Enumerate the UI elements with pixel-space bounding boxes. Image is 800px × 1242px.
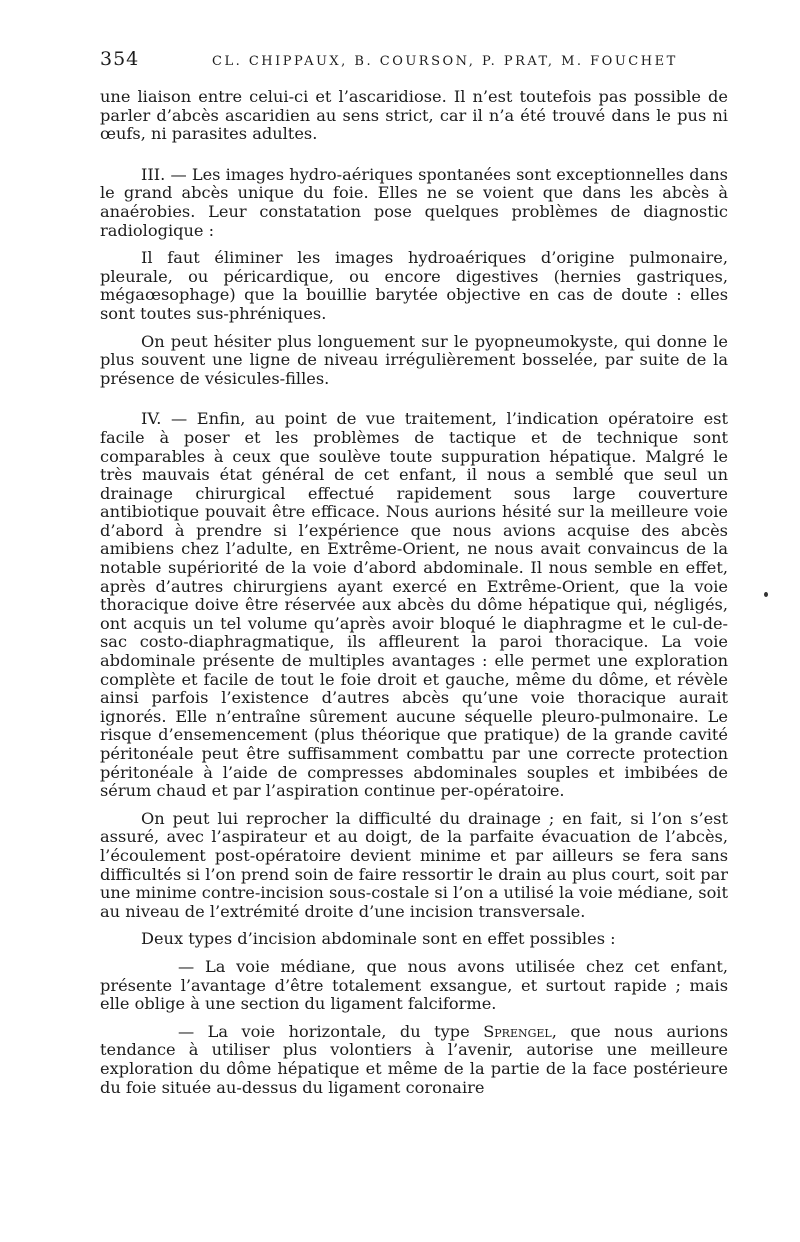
margin-speck — [764, 592, 768, 597]
list-item-horizontal — [100, 1023, 728, 1097]
paragraph-continuation: une liaison entre celui-ci et l’ascaridiose. Il n’est toutefois pas possible de parler d’abcès ascaridien au sens strict, car il n’a été trouvé dans le pus ni œufs, ni parasites adultes. — [100, 87, 728, 144]
list-item-horizontal-rest: , que nous aurions tendance à utiliser plus volontiers à l’avenir, autorise une meilleure exploration du dôme hépatique et même de la partie de la face postérieure du foie située au-dessus du ligament coronaire — [100, 1021, 728, 1097]
paragraph-drainage: On peut lui reprocher la difficulté du drainage ; en fait, si l’on s’est assuré, avec l’aspirateur et au doigt, de la parfaite évacuation de l’abcès, l’écoulement post-opératoire devient minime et par ailleurs se fera sans difficultés si l’on prend soin de faire ressortir le drain au plus court, soit par une minime contre-incision sous-costale si l’on a utilisé la voie médiane, soit au niveau de l’extrémité droite d’une incision transversale. — [100, 808, 728, 921]
paragraph-section-iii: III. — Les images hydro-aériques spontanées sont exceptionnelles dans le grand abcès unique du foie. Elles ne se voient que dans les abcès à anaérobies. Leur constatation pose quelques problèmes de diagnostic radiologique : — [100, 164, 728, 240]
running-head-authors: CL. CHIPPAUX, B. COURSON, P. PRAT, M. FOUCHET — [212, 54, 678, 69]
list-item-median: — La voie médiane, que nous avons utilisée chez cet enfant, présente l’avantage d’être totalement exsangue, et surtout rapide ; mais elle oblige à une section du ligament falciforme. — [100, 956, 728, 1014]
list-item-horizontal-start: — La voie horizontale, du type — [178, 1021, 484, 1041]
author-name-sprengel: Sprengel — [483, 1021, 552, 1041]
paragraph-pyopneumokyste: On peut hésiter plus longuement sur le pyopneumokyste, qui donne le plus souvent une ligne de niveau irrégulièrement bosselée, par suite de la présence de vésicules-filles. — [100, 331, 728, 388]
page-header — [100, 48, 728, 70]
page-body — [100, 48, 728, 1097]
paragraph-incision-types: Deux types d’incision abdominale sont en effet possibles : — [141, 929, 616, 949]
page-number: 354 — [100, 48, 140, 70]
paragraph-eliminate: Il faut éliminer les images hydroaériques d’origine pulmonaire, pleurale, ou péricardique, ou encore digestives (hernies gastriques, mégaœsophage) que la bouillie barytée objective en cas de doute : elles sont toutes sus-phréniques. — [100, 248, 728, 323]
paragraph-section-iv: IV. — Enfin, au point de vue traitement, l’indication opératoire est facile à poser et les problèmes de tactique et de technique sont comparables à ceux que soulève toute suppuration hépatique. Malgré le très mauvais état général de cet enfant, il nous a semblé que seul un drainage chirurgical effectué rapidement sous large couverture antibiotique pouvait être efficace. Nous aurions hésité sur la meilleure voie d’abord à prendre si l’expérience que nous avions acquise des abcès amibiens chez l’adulte, en Extrême-Orient, ne nous avait convaincus de la notable supériorité de la voie d’abord abdominale. Il nous semble en effet, après d’autres chirurgiens ayant exercé en Extrême-Orient, que la voie thoracique doive être réservée aux abcès du dôme hépatique qui, négligés, ont acquis un tel volume qu’après avoir bloqué le diaphragme et le cul-de-sac costo-diaphragmatique, ils affleurent la paroi thoracique. La voie abdominale présente de multiples avantages : elle permet une exploration complète et facile de tout le foie droit et gauche, même du dôme, et révèle ainsi parfois l’existence d’autres abcès qu’une voie thoracique aurait ignorés. Elle n’entraîne sûrement aucune séquelle pleuro-pulmonaire. Le risque d’ensemencement (plus théorique que pratique) de la grande cavité péritonéale peut être suffisamment combattu par une correcte protection péritonéale à l’aide de compresses abdominales souples et imbibées de sérum chaud et par l’aspiration continue per-opératoire. — [100, 409, 728, 801]
